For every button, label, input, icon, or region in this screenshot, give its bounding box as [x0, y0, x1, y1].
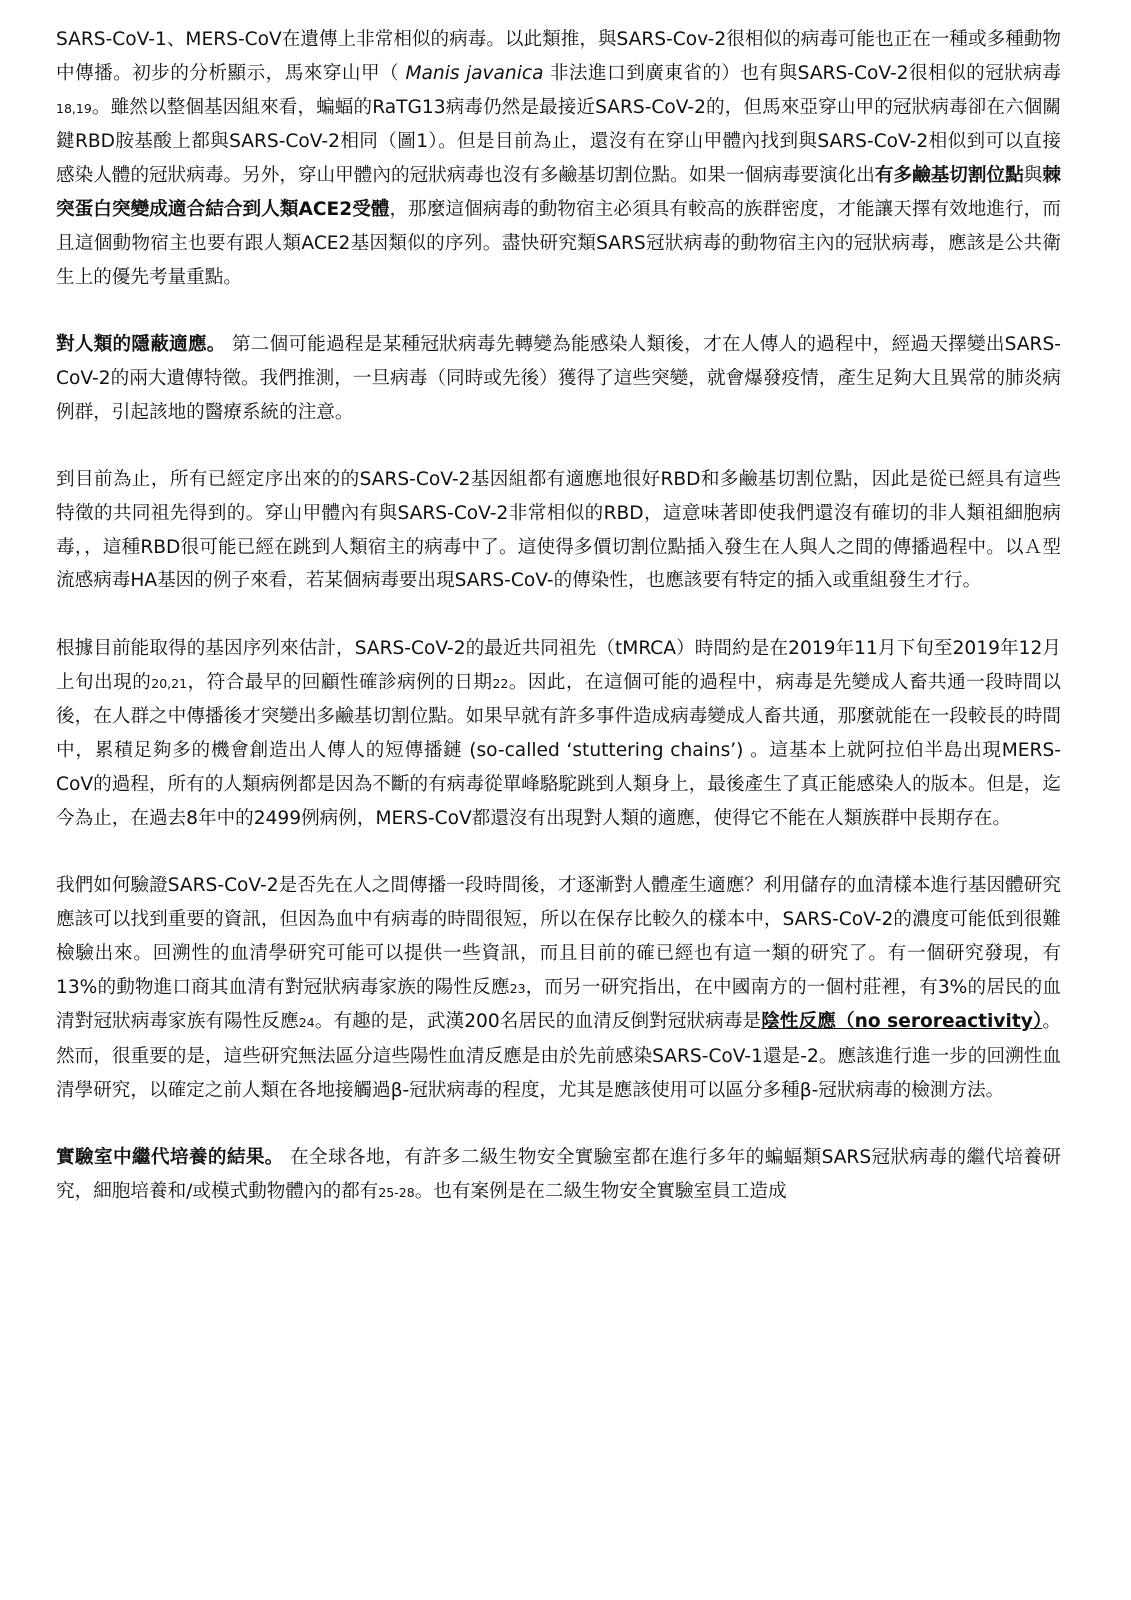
citation-ref: 25-28: [378, 1185, 415, 1201]
paragraph-lab-passage: [56, 1141, 1061, 1210]
text-run: 。然而，很重要的是，這些研究無法區分這些陽性血清反應是由於先前感染SARS-CoV-1還是-2。應該進行進一步的回溯性血清學研究，以確定之前人類在各地接觸過β-冠狀病毒的程度，尤其是應該使用可以區分多種β-冠狀病毒的檢測方法。: [56, 1011, 1061, 1101]
text-run: 。有趣的是，武漢200名居民的血清反倒對冠狀病毒是: [314, 1011, 762, 1033]
text-run: ，那麼這個病毒的動物宿主必須具有較高的族群密度，才能讓天擇有效地進行，而且這個動物宿主也要有跟人類ACE2基因類似的序列。盡快研究類SARS冠狀病毒的動物宿主內的冠狀病毒，應該是公共衛生上的優先考量重點。: [56, 198, 1061, 288]
bold-text: 對人類的隱蔽適應。: [56, 333, 226, 355]
bold-text: 棘突蛋白突變成適合結合到人類ACE2受體: [56, 165, 1061, 220]
paragraph-serology-studies: [56, 869, 1061, 1108]
text-run: 我們如何驗證SARS-CoV-2是否先在人之間傳播一段時間後，才逐漸對人體產生適應？利用儲存的血清樣本進行基因體研究應該可以找到重要的資訊，但因為血中有病毒的時間很短，所以在保存比較久的樣本中，SARS-CoV-2的濃度可能低到很難檢驗出來。回溯性的血清學研究可能可以提供一些資訊，而且目前的確已經也有這一類的研究了。有一個研究發現，有13%的動物進口商其血清有對冠狀病毒家族的陽性反應: [56, 875, 1061, 998]
citation-ref: 20,21: [151, 675, 188, 691]
italic-species-name: Manis javanica: [405, 62, 544, 84]
bold-text: 有多鹼基切割位點: [874, 165, 1024, 187]
text-run: SARS-CoV-1、MERS-CoV在遺傳上非常相似的病毒。以此類推，與SARS-Cov-2很相似的病毒可能也正在一種或多種動物中傳播。初步的分析顯示，馬來穿山甲（: [56, 29, 1061, 84]
paragraph-cryptic-adaptation: [56, 328, 1061, 429]
citation-ref: 23: [509, 980, 526, 996]
text-run: 。也有案例是在二級生物安全實驗室員工造成: [414, 1181, 787, 1203]
citation-ref: 22: [492, 675, 509, 691]
bold-underlined-text: 陰性反應（no seroreactivity）: [761, 1011, 1043, 1033]
text-run: 非法進口到廣東省的）也有與SARS-CoV-2很相似的冠狀病毒: [543, 62, 1061, 84]
text-run: 。雖然以整個基因組來看，蝙蝠的RaTG13病毒仍然是最接近SARS-CoV-2的，但馬來亞穿山甲的冠狀病毒卻在六個關鍵RBD胺基酸上都與SARS-CoV-2相同（圖1）。但是目前為止，還沒有在穿山甲體內找到與SARS-CoV-2相似到可以直接感染人體的冠狀病毒。另外，穿山甲體內的冠狀病毒也沒有多鹼基切割位點。如果一個病毒要演化出: [56, 96, 1061, 187]
bold-text: 實驗室中繼代培養的結果。: [56, 1147, 284, 1169]
paragraph-tmrca-estimate: [56, 632, 1061, 836]
text-run: 到目前為止，所有已經定序出來的的SARS-CoV-2基因組都有適應地很好RBD和多鹼基切割位點，因此是從已經具有這些特徵的共同祖先得到的。穿山甲體內有與SARS-CoV-2非常相似的RBD，這意味著即使我們還沒有確切的非人類祖細胞病毒，，這種RBD很可能已經在跳到人類宿主的病毒中了。這使得多價切割位點插入發生在人與人之間的傳播過程中。以Ａ型流感病毒HA基因的例子來看，若某個病毒要出現SARS-CoV-的傳染性，也應該要有特定的插入或重組發生才行。: [56, 468, 1061, 592]
text-run: ，符合最早的回顧性確診病例的日期: [187, 671, 493, 693]
text-run: 與: [1023, 165, 1043, 187]
paragraph-pangolin-hosts: [56, 23, 1061, 294]
paragraph-rbd-ancestor: [56, 463, 1061, 598]
text-run: 根據目前能取得的基因序列來估計，SARS-CoV-2的最近共同祖先（tMRCA）時間約是在2019年11月下旬至2019年12月上旬出現的: [56, 637, 1061, 693]
citation-ref: 18,19: [56, 100, 92, 116]
text-run: 。因此，在這個可能的過程中，病毒是先變成人畜共通一段時間以後，在人群之中傳播後才突變出多鹼基切割位點。如果早就有許多事件造成病毒變成人畜共通，那麼就能在一段較長的時間中，累積足夠多的機會創造出人傳人的短傳播鏈 (so-called ‘stuttering chains’) 。這基本上就阿拉伯半島出現MERS-CoV的過程，所有的人類病例都是因為不斷的有病毒從單峰駱駝跳到人類身上，最後產生了真正能感染人的版本。但是，迄今為止，在過去8年中的2499例病例，MERS-CoV都還沒有出現對人類的適應，使得它不能在人類族群中長期存在。: [56, 671, 1061, 829]
text-run: 在全球各地，有許多二級生物安全實驗室都在進行多年的蝙蝠類SARS冠狀病毒的繼代培養研究，細胞培養和/或模式動物體內的都有: [56, 1147, 1061, 1203]
text-run: ，而另一研究指出，在中國南方的一個村莊裡，有3%的居民的血清對冠狀病毒家族有陽性反應: [56, 976, 1061, 1033]
citation-ref: 24: [298, 1015, 315, 1031]
text-run: 第二個可能過程是某種冠狀病毒先轉變為能感染人類後，才在人傳人的過程中，經過天擇變出SARS-CoV-2的兩大遺傳特徵。我們推測，一旦病毒（同時或先後）獲得了這些突變，就會爆發疫情，產生足夠大且異常的肺炎病例群，引起該地的醫療系統的注意。: [56, 333, 1061, 423]
